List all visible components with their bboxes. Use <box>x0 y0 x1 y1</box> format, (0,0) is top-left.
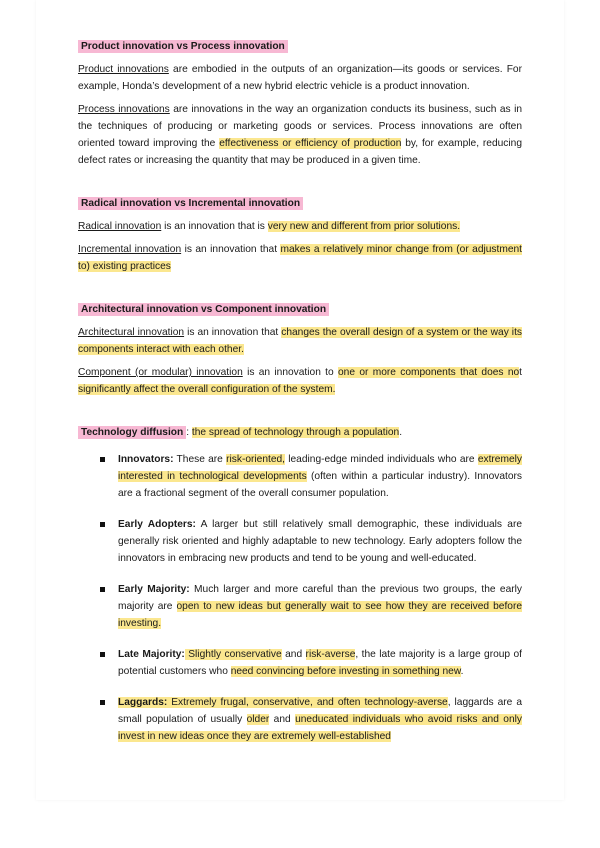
item-text: (often within a particular industry). Innovators are a fractional segment of the overall consumer population. <box>118 471 522 499</box>
section-title: Technology diffusion <box>78 426 186 439</box>
section-title: Radical innovation vs Incremental innovation <box>78 197 303 210</box>
list-item <box>78 581 522 632</box>
section-product-process <box>78 38 522 169</box>
paragraph-text: is an innovation to <box>242 367 339 378</box>
highlight: very new and different from prior solutions. <box>267 221 461 232</box>
paragraph <box>78 101 522 169</box>
term: Radical innovation <box>78 221 162 232</box>
list-item <box>78 646 522 680</box>
bullet-label: Early Majority: <box>118 584 190 595</box>
list-item <box>78 694 522 745</box>
term: Component (or modular) innovation <box>78 367 243 378</box>
list-item <box>78 451 522 502</box>
item-text: leading-edge minded individuals who are <box>285 454 478 465</box>
section-title: Architectural innovation vs Component innovation <box>78 303 329 316</box>
paragraph <box>78 241 522 275</box>
bullet-label: Late Majority: <box>118 649 185 660</box>
paragraph-text: are embodied in the outputs of an organization—its goods or services. For example, Honda’s development of a new hybrid electric vehicle is a product innovation. <box>78 64 522 92</box>
paragraph <box>78 364 522 398</box>
paragraph-text: is an innovation that is <box>161 221 268 232</box>
highlight: Extremely frugal, conservative, and often technology-averse <box>167 697 448 708</box>
section-heading <box>78 301 522 318</box>
highlight: older <box>246 714 270 725</box>
document-content <box>78 38 522 759</box>
section-radical-incremental <box>78 195 522 275</box>
colon: : <box>186 427 192 438</box>
paragraph-text: by, for example, reducing defect rates or increasing the quantity that may be produced in a given time. <box>78 138 522 166</box>
term: Process innovations <box>78 104 170 115</box>
paragraph <box>78 218 522 235</box>
list-item <box>78 516 522 567</box>
item-text: . <box>460 666 464 677</box>
highlight: need convincing before investing in something new <box>230 666 461 677</box>
paragraph <box>78 324 522 358</box>
item-text: and <box>269 714 296 725</box>
section-heading <box>78 38 522 55</box>
term: Architectural innovation <box>78 327 185 338</box>
section-heading <box>78 195 522 212</box>
section-technology-diffusion <box>78 424 522 745</box>
term: Product innovations <box>78 64 169 75</box>
term: Incremental innovation <box>78 244 182 255</box>
highlight: risk-oriented, <box>226 454 285 465</box>
paragraph <box>78 61 522 95</box>
item-text: Much larger and more careful than the previous two groups, the early majority are <box>118 584 522 612</box>
highlight: risk-averse <box>305 649 356 660</box>
highlight: the spread of technology through a population <box>191 427 400 438</box>
item-text: and <box>281 649 306 660</box>
section-title: Product innovation vs Process innovation <box>78 40 288 53</box>
period: . <box>399 427 403 438</box>
bullet-label: Laggards: <box>118 697 168 708</box>
document-page <box>36 0 564 800</box>
highlight: changes the overall design of a system or the way its components interact with each other. <box>78 327 522 355</box>
highlight: open to new ideas but generally wait to see how they are received before investing. <box>118 601 522 629</box>
paragraph-text: is an innovation that <box>184 327 282 338</box>
highlight: extremely interested in technological developments <box>118 454 522 482</box>
paragraph-text: is an innovation that <box>181 244 281 255</box>
highlight: one or more components that does no <box>338 367 520 378</box>
paragraph-text: t <box>519 367 522 378</box>
paragraph-text: are innovations in the way an organization conducts its business, such as in the techniques of producing or marketing goods or services. Process innovations are often oriented toward improving the <box>78 104 522 149</box>
bullet-label: Innovators: <box>118 454 174 465</box>
diffusion-heading <box>78 424 522 441</box>
highlight: makes a relatively minor change from (or adjustment to) existing practices <box>78 244 522 272</box>
item-text: A larger but still relatively small demographic, these individuals are generally risk oriented and highly adaptable to new technology. Early adopters follow the innovators in embracing new products and tend to be young and well-educated. <box>118 519 523 564</box>
adopter-list <box>78 451 522 745</box>
item-text: , laggards are a small population of usually <box>118 697 522 725</box>
bullet-label: Early Adopters: <box>118 519 196 530</box>
highlight: effectiveness or efficiency of production <box>219 138 402 149</box>
highlight: significantly affect the overall configuration of the system. <box>78 384 336 395</box>
highlight: Slightly conservative <box>184 649 282 660</box>
section-architectural-component <box>78 301 522 398</box>
item-text: These are <box>173 454 227 465</box>
item-text: , the late majority is a large group of potential customers who <box>118 649 523 677</box>
highlight: uneducated individuals who avoid risks and only invest in new ideas once they are extremely well-established <box>118 714 522 742</box>
